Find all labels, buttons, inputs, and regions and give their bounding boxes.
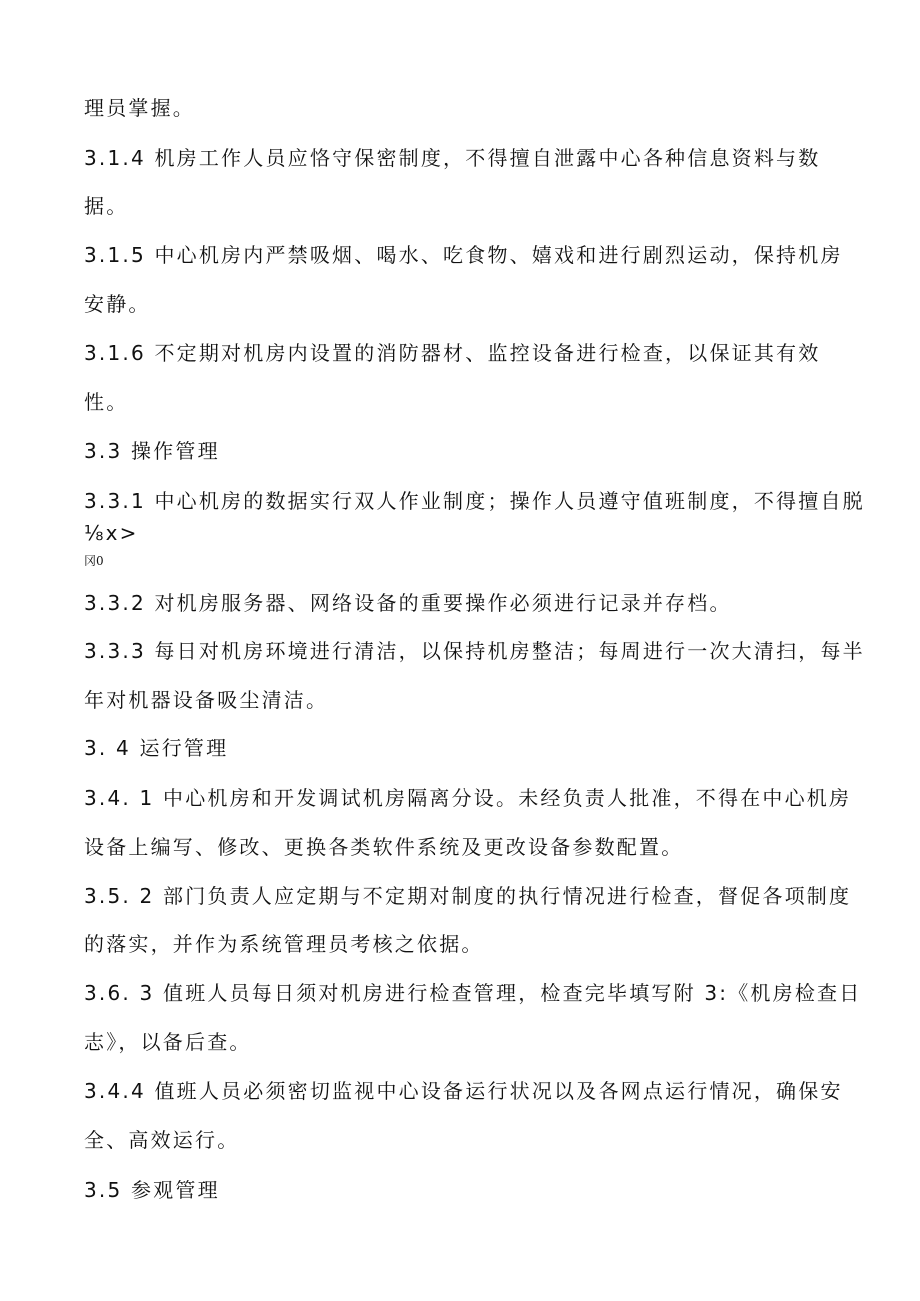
- document-page: [84, 0, 865, 1301]
- text-line: 志》，以备后查。: [84, 1030, 252, 1054]
- text-line: 3.1.6 不定期对机房内设置的消防器材、监控设备进行检查，以保证其有效: [84, 341, 821, 365]
- text-line-small: 冈0: [84, 554, 104, 568]
- text-line: 3.3.1 中心机房的数据实行双人作业制度；操作人员遵守值班制度，不得擅自脱: [84, 489, 865, 513]
- text-line: 3.4. 1 中心机房和开发调试机房隔离分设。未经负责人批准，不得在中心机房: [84, 786, 852, 810]
- text-line: ⅛x>: [84, 521, 139, 545]
- text-line: 3.3.2 对机房服务器、网络设备的重要操作必须进行记录并存档。: [84, 591, 732, 615]
- text-line: 理员掌握。: [84, 96, 195, 120]
- section-heading: 3. 4 运行管理: [84, 736, 229, 760]
- text-line: 3.6. 3 值班人员每日须对机房进行检查管理，检查完毕填写附 3:《机房检查日: [84, 981, 862, 1005]
- text-line: 性。: [84, 390, 129, 414]
- text-line: 3.3.3 每日对机房环境进行清洁，以保持机房整洁；每周进行一次大清扫，每半: [84, 639, 865, 663]
- text-line: 3.4.4 值班人员必须密切监视中心设备运行状况以及各网点运行情况，确保安: [84, 1079, 843, 1103]
- section-heading: 3.5 参观管理: [84, 1178, 220, 1202]
- text-line: 3.5. 2 部门负责人应定期与不定期对制度的执行情况进行检查，督促各项制度: [84, 884, 852, 908]
- text-line: 全、高效运行。: [84, 1128, 240, 1152]
- text-line: 3.1.4 机房工作人员应恪守保密制度，不得擅自泄露中心各种信息资料与数: [84, 146, 821, 170]
- text-line: 年对机器设备吸尘清洁。: [84, 688, 329, 712]
- section-heading: 3.3 操作管理: [84, 439, 220, 463]
- text-line: 据。: [84, 194, 129, 218]
- text-line: 安静。: [84, 292, 151, 316]
- text-line: 3.1.5 中心机房内严禁吸烟、喝水、吃食物、嬉戏和进行剧烈运动，保持机房: [84, 243, 843, 267]
- text-line: 的落实，并作为系统管理员考核之依据。: [84, 932, 484, 956]
- text-line: 设备上编写、修改、更换各类软件系统及更改设备参数配置。: [84, 835, 684, 859]
